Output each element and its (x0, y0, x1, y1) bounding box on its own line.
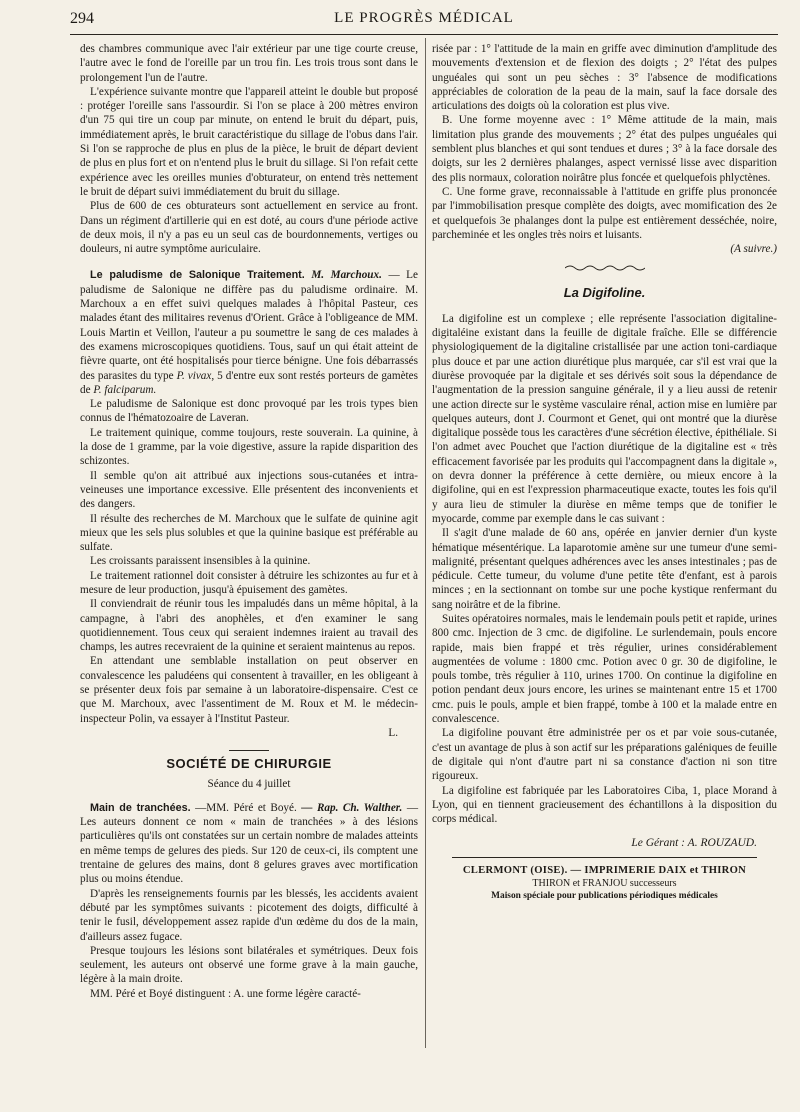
paragraph: risée par : 1° l'attitude de la main en griffe avec diminution d'amplitude des mouvements d'extension et de flexion des doigts ; 2° l'état des pulpes unguéales qui sont un peu sèches : 3° l'absence de modifications appréciables de coloration de la peau de la main, sauf la face dorsale des articulations des doigts où la coloration est plus vive. (432, 43, 777, 113)
to-be-continued: (A suivre.) (730, 243, 777, 256)
signature: L. (388, 726, 398, 739)
spacer (80, 256, 418, 268)
paragraph: C. Une forme grave, reconnaissable à l'attitude en griffe plus prononcée par l'immobilisation presque complète des doigts, avec momification des 2e et quelquefois 3e phalanges dont la pulpe est entièrement desséchée, noire, parcheminée et les ongles très noirs et luisants. (432, 185, 777, 241)
section-heading: SOCIÉTÉ DE CHIRURGIE (166, 756, 332, 772)
article-title: Main de tranchées. (90, 801, 191, 814)
imprint-line: THIRON et FRANJOU successeurs (532, 877, 677, 889)
printer-imprint (432, 864, 777, 903)
left-column (80, 42, 418, 1001)
paragraph: L'expérience suivante montre que l'appareil atteint le double but proposé : protéger l'oreille sans l'assourdir. Si l'on se place à 200 mètres environ d'un 75 qui tire un coup par minute, on entend le bruit du départ, puis, immédiatement après, le bruit caractéristique du sillage de l'obus dans l'air. Si l'on se rapproche de plus en plus de la pièce, le bruit de départ devient de plus en plus fort et on n'entend plus le bruit du sillage. Si l'on refait cette expérience avec les oreilles munies d'obturateur, on entend très nettement le bruit de départ suivi immédiatement du bruit du sillage. (80, 85, 418, 198)
paludisme-lead (80, 268, 418, 397)
imprint-line: CLERMONT (OISE). — IMPRIMERIE DAIX et THIRON (462, 864, 747, 876)
species-falciparum: P. falciparum. (93, 383, 157, 396)
imprint-line: Maison spéciale pour publications périodiques médicales (491, 890, 718, 901)
section-rule (229, 750, 269, 751)
paludisme-text-mid: 5 d'entre eux sont restés porteurs de gamètes de (80, 369, 418, 396)
paragraph: La digifoline est un complexe ; elle représente l'association digitaline-digitaléine existant dans la feuille de digitale fraîche. Elle se différencie physiologiquement de la digitaline cristallisée par une action toni-cardiaque plus douce et par une action diurétique plus marquée, car s'il est vrai que la diurèse provoquée par la digitale et ses dérivés soit sous la dépendance de l'augmentation de la pression sanguine générale, il y a lieu aussi de retenir une action directe sur le système vasculaire rénal, action mise en lumière par quelques auteurs, dont J. Courmont et Genet, qui ont montré que la diurèse digitalique possède tous les caractères d'une sécrétion élective, épithéliale. Si l'on admet avec Pouchet que l'action diurétique de la digitaline est « très efficacement favorisée par les produits qui l'accompagnent dans la digitale », on devra donner la préférence à cette dernière, ou mieux encore à la digifoline, qui en est l'expression pharmaceutique exacte, toutes les fois qu'il y aura lieu de stimuler la diurèse en même temps que de tonifier le myocarde, comme par exemple dans le cas suivant : (432, 312, 777, 525)
paragraph: Le traitement quinique, comme toujours, reste souverain. La quinine, à la dose de 1 gramme, par la voie digestive, assure la rapide disparition des schizontes. (80, 426, 418, 468)
paragraph: des chambres communique avec l'air extérieur par une tige courte creuse, l'autre avec le fond de l'oreille par un trou fin. Les trois trous sont dans le prolongement l'un de l'autre. (80, 43, 418, 84)
column-divider (425, 38, 426, 1048)
page-header (70, 6, 778, 34)
paragraph: Presque toujours les lésions sont bilatérales et symétriques. Deux fois seulement, les auteurs ont observé une forme grave à la main gauche, légère à la main droite. (80, 944, 418, 986)
session-date: Séance du 4 juillet (207, 777, 291, 790)
rapporteur: — Rap. Ch. Walther. (301, 801, 403, 814)
paragraph: La digifoline est fabriquée par les Laboratoires Ciba, 1, place Morand à Lyon, qui en tiennent gracieusement des échantillons à la disposition du corps médical. (432, 784, 777, 826)
paragraph: Les croissants paraissent insensibles à la quinine. (90, 555, 311, 568)
gerant-signature: Le Gérant : A. ROUZAUD. (631, 837, 757, 850)
running-title: LE PROGRÈS MÉDICAL (334, 10, 514, 26)
right-column (432, 42, 777, 903)
paragraph: Le traitement rationnel doit consister à détruire les schizontes au fur et à mesure de leur production, jusqu'à épuisement des gamètes. (80, 569, 418, 596)
article-text: — Les auteurs donnent ce nom « main de tranchées » à des lésions particulières qu'ils ont constatées sur un certain nombre de malades atteints en même temps de gelures des pieds. Sur 120 de ceux-ci, ils comptent une trentaine de gelures des mains, dont 8 gelures graves avec mortification plus ou moins étendue. (80, 801, 419, 886)
paludisme-title: Le paludisme de Salonique Traitement. (90, 269, 305, 282)
article-authors: —MM. Péré et Boyé. (190, 801, 297, 814)
article-title: La Digifoline. (563, 285, 646, 301)
paragraph: Suites opératoires normales, mais le lendemain pouls petit et rapide, urines 800 cmc. Injection de 3 cmc. de digifoline. Le surlendemain, pouls encore rapide, mais bien frappé et très régulier, urines considérablement augmentées de volume : 1800 cmc. Potion avec 0 gr. 30 de digifoline, le pouls tombe, très régulier à 110, urines 1700. On continue la digifoline en potion pendant deux jours encore, les urines se maintenant entre 15 et 1700 cmc. puis le pouls, ample et bien frappé, tombe à 100 et la malade entre en convalescence. (432, 612, 777, 726)
paludisme-author: M. Marchoux. (311, 269, 382, 282)
ornament-squiggle-icon (565, 264, 645, 272)
paragraph: D'après les renseignements fournis par les blessés, les accidents avaient débuté par les symptômes suivants : picotement des doigts, difficulté à tenir le fusil, développement assez rapide d'un œdème du dos de la main, d'ailleurs assez fugace. (80, 887, 418, 943)
header-rule (70, 34, 778, 35)
paragraph: Plus de 600 de ces obturateurs sont actuellement en service au front. Dans un régiment d'artillerie qui en est doté, au cours d'une période active de deux mois, il n'y a pas eu un seul cas de bourdonnements, vertiges ou douleurs, ni autre symptôme auriculaire. (80, 200, 418, 256)
paragraph: En attendant une semblable installation on peut observer en convalescence les paludéens qui consentent à travailler, en les obligeant à se présenter deux fois par semaine à un laboratoire-dispensaire. C'est ce que M. Marchoux, avec l'assentiment de M. Roux et M. le médecin-inspecteur Polin, va essayer à l'Institut Pasteur. (80, 655, 418, 725)
article-title-box (432, 286, 777, 301)
paludisme-text: — Le paludisme de Salonique ne diffère pas du paludisme ordinaire. M. Marchoux a en effet suivi quelques malades à l'hôpital Pasteur, ces malades étant des militaires revenus d'Orient. Grâce à l'obligeance de MM. Louis Martin et Veillon, l'auteur a pu soumettre le sang de ces malades à des examens microscopiques quotidiens. Tous, sauf un qui était atteint de fièvre quarte, ont été hospitalisés pour tierce bénigne. Une fois débarrassés des parasites du type (80, 269, 418, 382)
paragraph: Il semble qu'on ait attribué aux injections sous-cutanées et intra-veineuses une importance excessive. Elle présentent des inconvenients et des dangers. (80, 469, 418, 511)
paragraph: Le paludisme de Salonique est donc provoqué par les trois types bien connus de l'hématozoaire de Laveran. (80, 398, 418, 425)
trench-hand-lead (80, 801, 418, 887)
paragraph: Il résulte des recherches de M. Marchoux que le sulfate de quinine agit mieux que les sels plus solubles et que la quinine basique est préférable au sulfate. (80, 512, 418, 554)
paragraph: Il conviendrait de réunir tous les impaludés dans un même hôpital, à la campagne, à l'abri des anophèles, et d'en examiner le sang quotidiennement. Tous ceux qui seraient indemnes iraient au travail des champs, les autres recevraient de la quinine et seraient maintenus au repos. (80, 598, 418, 654)
species-vivax: P. vivax, (176, 369, 215, 382)
paragraph: Il s'agit d'une malade de 60 ans, opérée en janvier dernier d'un kyste hématique mésentérique. La laparotomie amène sur une tumeur d'une semi-malignité, présentant quelques adhérences avec les anses intestinales ; pas de pédicule. Cette tumeur, du volume d'une petite tête d'enfant, est à parois minces ; en la sectionnant on tombe sur une poche kystique renfermant du sang noirâtre et de la fibrine. (432, 527, 777, 611)
paragraph: B. Une forme moyenne avec : 1° Même attitude de la main, mais limitation plus grande des mouvements ; 2° état des pulpes unguéales qui semblent plus blanches et qui sont tendues et dures ; 3° à la face dorsale des doigts, sur les 2 dernières phalanges, aspect vernissé lisse avec disparition des plis normaux, coloration noirâtre plus foncée et quelquefois phlyctènes. (432, 114, 777, 184)
footer-rule (452, 857, 757, 858)
paragraph: La digifoline pouvant être administrée per os et par voie sous-cutanée, c'est un avantage de plus à son actif sur les préparations galéniques de feuille de digitale qui n'ont d'autre part ni sa constance d'action ni son titre rigoureux. (432, 727, 777, 783)
paragraph: MM. Péré et Boyé distinguent : A. une forme légère caracté- (90, 987, 361, 1000)
page-number: 294 (70, 10, 94, 27)
